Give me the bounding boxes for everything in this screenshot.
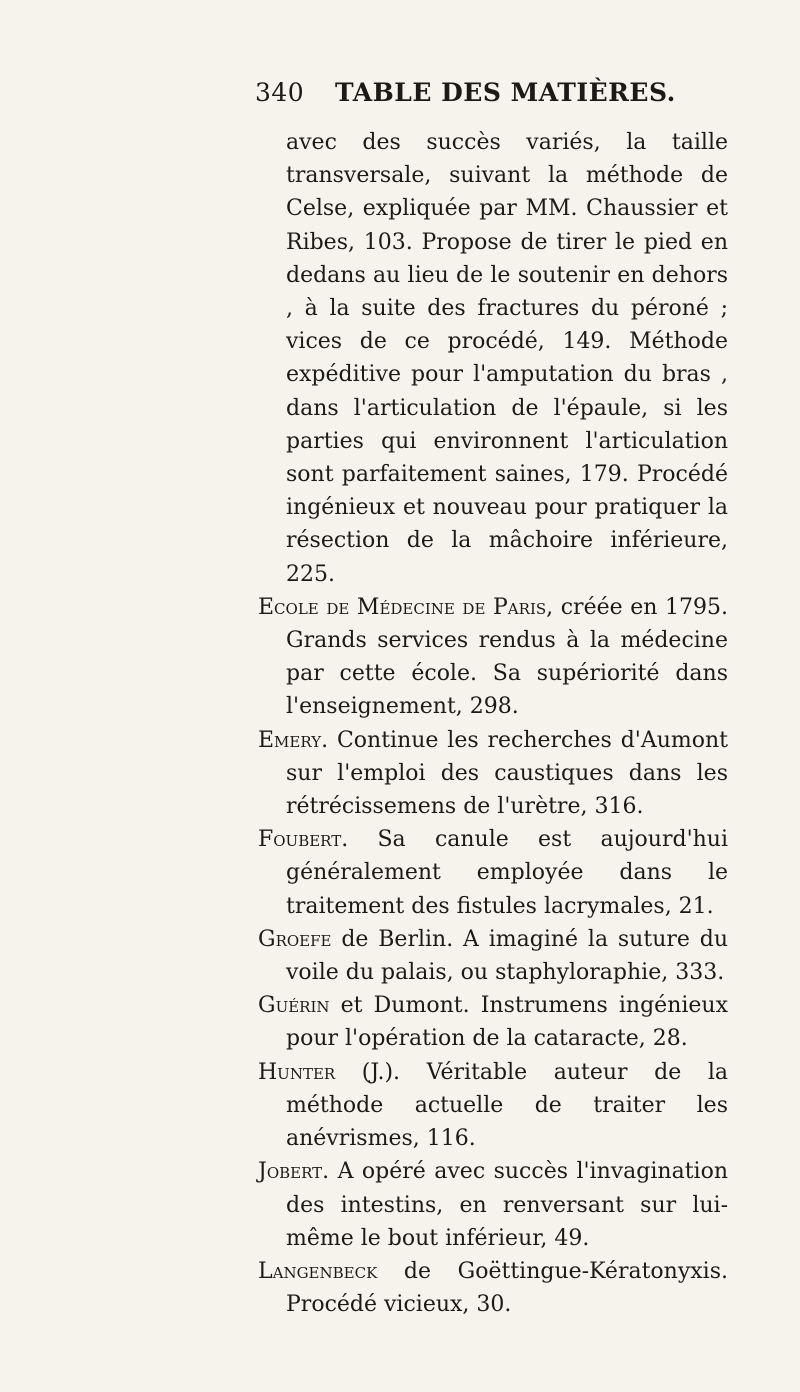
entry-name: Groefe [258,926,332,952]
entry-text: de Berlin. A imaginé la suture du voile du palais, ou staphyloraphie, 333. [286,926,728,986]
page-number: 340 [255,78,305,107]
entry-name: Foubert. [258,827,349,853]
page-title: TABLE DES MATIÈRES. [335,78,676,107]
index-entry [258,823,728,923]
entry-name: Emery. [258,727,329,753]
index-entry [258,989,728,1055]
entry-name: Hunter [258,1059,336,1085]
entry-text: avec des succès variés, la taille transversale, suivant la méthode de Celse, expliquée par MM. Chaussier et Ribes, 103. Propose de tirer le pied en dedans au lieu de le soutenir en dehors , à la suite des fractures du péroné ; vices de ce procédé, 149. Méthode expéditive pour l'amputation du bras , dans l'articulation de l'épaule, si les parties qui environnent l'articulation sont parfaitement saines, 179. Procédé ingénieux et nouveau pour pratiquer la résection de la mâchoire inférieure, 225. [286,130,728,587]
entry-text: A opéré avec succès l'invagination des intestins, en renversant sur lui-même le bout inférieur, 49. [286,1159,728,1251]
entry-text: créée en 1795. Grands services rendus à la médecine par cette école. Sa supériorité dans l'enseignement, 298. [286,594,728,720]
entry-name: Jobert. [258,1159,330,1185]
entry-name: Ecole de Médecine de Paris, [258,594,554,620]
entry-text: (J.). Véritable auteur de la méthode actuelle de traiter les anévrismes, 116. [286,1059,728,1152]
index-entry [258,923,728,989]
entry-text: et Dumont. Instrumens ingénieux pour l'opération de la cataracte, 28. [286,993,728,1052]
index-entry [258,1155,728,1255]
index-entry [258,1255,728,1321]
index-body [258,126,728,1321]
index-entry [258,1056,728,1156]
index-entry [258,591,728,724]
index-entry [258,724,728,824]
entry-text: de Goëttingue-Kératonyxis. Procédé vicieux, 30. [286,1258,728,1318]
entry-name: Guérin [258,993,330,1019]
index-entry-continued [258,126,728,591]
entry-name: Langenbeck [258,1258,378,1284]
entry-text: Sa canule est aujourd'hui généralement employée dans le traitement des fistules lacrymales, 21. [286,827,728,919]
entry-text: Continue les recherches d'Aumont sur l'emploi des caustiques dans les rétrécissemens de l'urètre, 316. [286,727,728,820]
